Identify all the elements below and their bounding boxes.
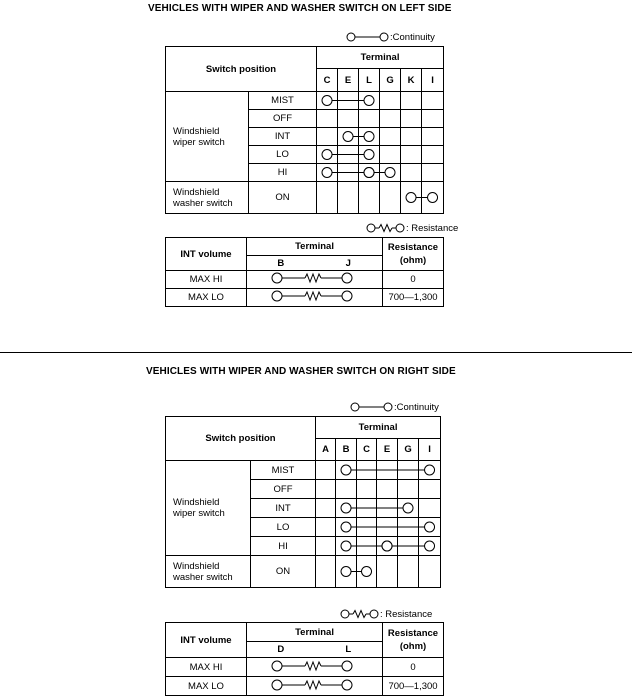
right-resistance-legend [340, 609, 432, 620]
continuity-legend-label: :Continuity [394, 402, 439, 413]
washer-switch-group-label [166, 182, 249, 214]
terminal-label: I [422, 69, 444, 92]
resistance-header [383, 238, 444, 271]
position-label: ON [249, 182, 317, 214]
continuity-symbol-icon [346, 32, 390, 42]
resistor-symbol-icon [366, 223, 406, 233]
wiper-switch-group-label [166, 461, 251, 556]
terminal-label: G [398, 439, 419, 461]
wiper-switch-group-label [166, 92, 249, 182]
terminal-label: E [338, 69, 359, 92]
section-divider [0, 352, 632, 353]
terminal-label: L [315, 642, 383, 658]
int-volume-row-label: MAX HI [166, 271, 247, 289]
terminal-label: I [419, 439, 441, 461]
terminal-label: D [247, 642, 315, 658]
terminal-label: L [359, 69, 380, 92]
left-int-volume-table [165, 237, 444, 307]
right-switch-table [165, 416, 441, 588]
int-volume-row-label: MAX LO [166, 677, 247, 696]
position-label: HI [251, 537, 316, 556]
resistor-cell [247, 271, 383, 289]
table-row [166, 461, 441, 480]
position-label: LO [251, 518, 316, 537]
position-label: HI [249, 164, 317, 182]
resistance-value: 700—1,300 [383, 677, 444, 696]
resistor-icon [265, 272, 365, 284]
resistance-header-line-2: (ohm) [399, 255, 427, 266]
switch-position-header: Switch position [166, 47, 317, 92]
int-volume-header: INT volume [166, 238, 247, 271]
terminal-label: K [401, 69, 422, 92]
position-label: INT [249, 128, 317, 146]
terminal-label: B [336, 439, 357, 461]
terminal-label: B [247, 256, 315, 271]
left-switch-table [165, 46, 444, 214]
group-label-text: Windshield washer switch [173, 186, 233, 209]
terminal-header: Terminal [247, 238, 383, 256]
terminal-label: C [357, 439, 377, 461]
position-label: LO [249, 146, 317, 164]
resistor-icon [265, 679, 365, 691]
resistance-value: 0 [383, 271, 444, 289]
resistor-icon [265, 290, 365, 302]
left-resistance-legend [366, 223, 458, 234]
right-section-heading: VEHICLES WITH WIPER AND WASHER SWITCH ON RIGHT SIDE [146, 366, 456, 377]
table-row [166, 677, 444, 696]
resistor-cell [247, 658, 383, 677]
table-row [166, 182, 444, 214]
table-row [166, 556, 441, 588]
table-row [166, 271, 444, 289]
washer-switch-group-label [166, 556, 251, 588]
resistor-cell [247, 289, 383, 307]
group-label-text: Windshield washer switch [173, 560, 233, 583]
terminal-label: J [315, 256, 383, 271]
terminal-header: Terminal [317, 47, 444, 69]
terminal-header: Terminal [247, 623, 383, 642]
int-volume-row-label: MAX HI [166, 658, 247, 677]
resistance-header-line-1: Resistance [387, 628, 439, 639]
left-continuity-legend [346, 32, 435, 43]
switch-position-header: Switch position [166, 417, 316, 461]
resistor-icon [265, 660, 365, 672]
terminal-label: G [380, 69, 401, 92]
position-label: ON [251, 556, 316, 588]
right-continuity-legend [350, 402, 439, 413]
position-label: MIST [249, 92, 317, 110]
table-row [166, 289, 444, 307]
group-label-text: Windshield wiper switch [173, 125, 225, 148]
position-label: OFF [249, 110, 317, 128]
resistance-legend-label: : Resistance [406, 223, 459, 234]
position-label: OFF [251, 480, 316, 499]
right-int-volume-table [165, 622, 444, 696]
resistor-symbol-icon [340, 609, 380, 619]
resistance-header [383, 623, 444, 658]
resistance-value: 700—1,300 [383, 289, 444, 307]
terminal-label: E [377, 439, 398, 461]
position-label: INT [251, 499, 316, 518]
continuity-legend-label: :Continuity [390, 32, 435, 43]
terminal-header: Terminal [316, 417, 441, 439]
resistance-header-line-1: Resistance [387, 242, 439, 253]
int-volume-row-label: MAX LO [166, 289, 247, 307]
table-row [166, 658, 444, 677]
resistor-cell [247, 677, 383, 696]
position-label: MIST [251, 461, 316, 480]
continuity-symbol-icon [350, 402, 394, 412]
table-row [166, 92, 444, 110]
terminal-label: A [316, 439, 336, 461]
group-label-text: Windshield wiper switch [173, 497, 225, 519]
resistance-legend-label: : Resistance [380, 609, 433, 620]
left-section-heading: VEHICLES WITH WIPER AND WASHER SWITCH ON LEFT SIDE [148, 3, 452, 14]
resistance-value: 0 [383, 658, 444, 677]
terminal-label: C [317, 69, 338, 92]
int-volume-header: INT volume [166, 623, 247, 658]
resistance-header-line-2: (ohm) [399, 641, 427, 652]
